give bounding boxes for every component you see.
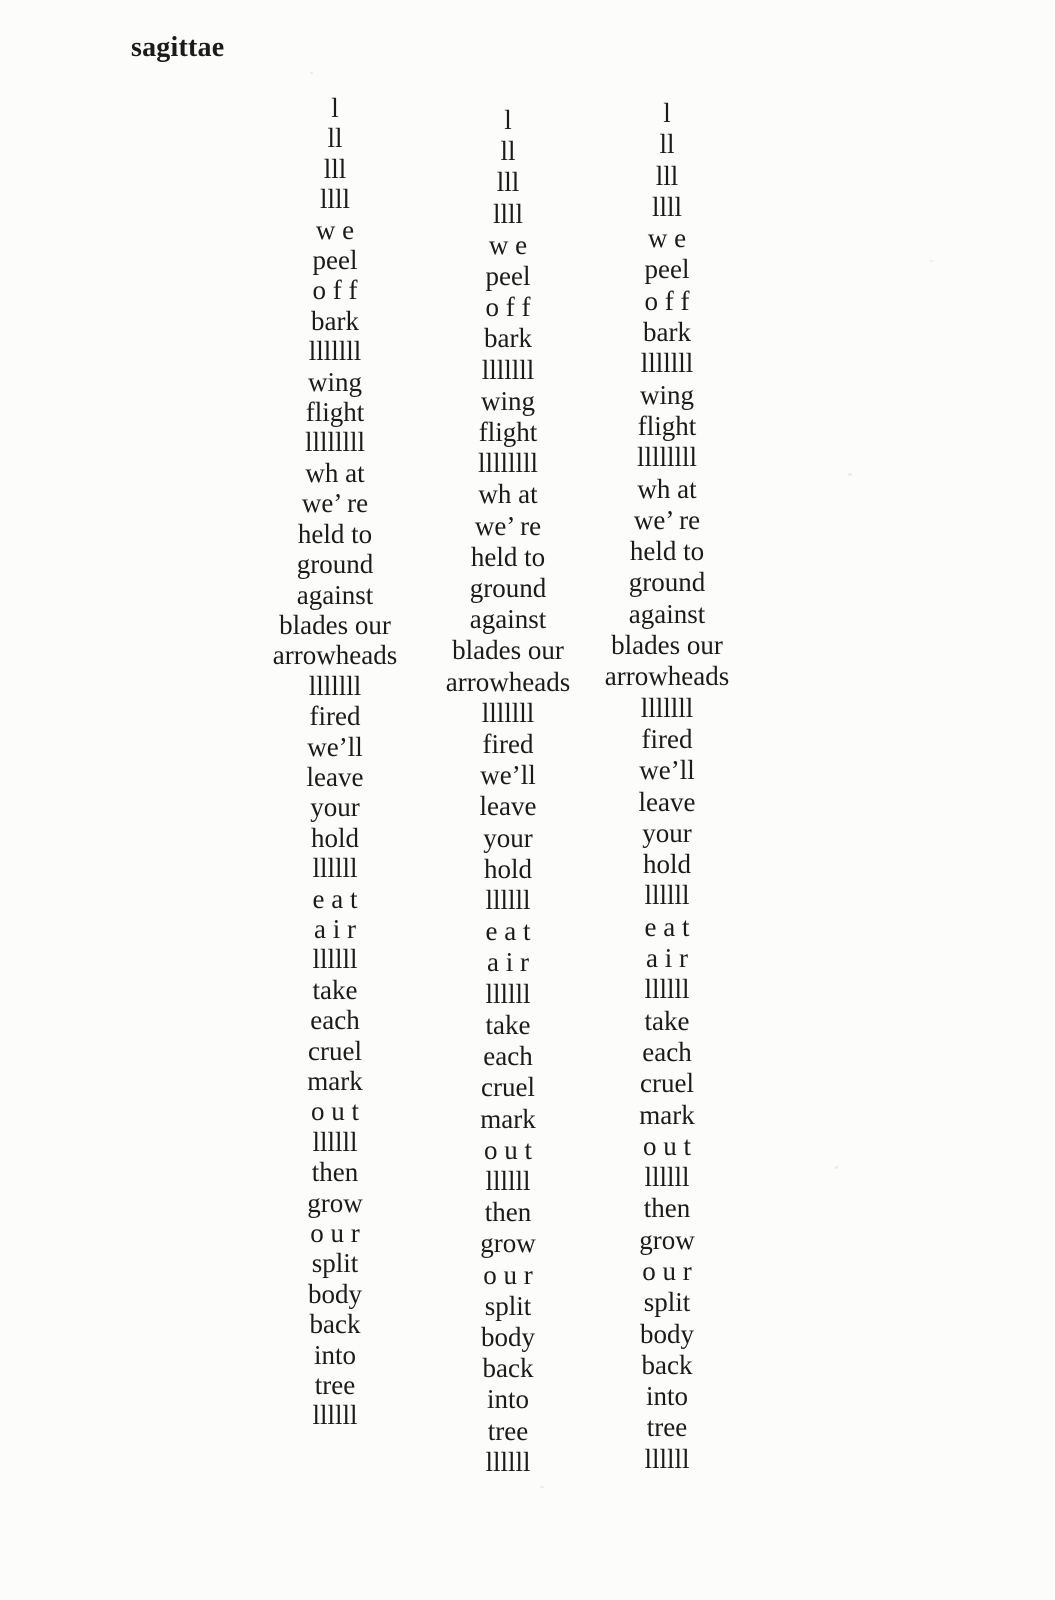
poem-line: a i r (646, 943, 688, 974)
poem-line: peel (485, 261, 531, 292)
poem-line: back (309, 1309, 361, 1340)
poem-line: arrowheads (445, 666, 571, 697)
poem-line: we’ re (474, 510, 542, 541)
poem-line: llllll (312, 853, 358, 884)
poem-line: cruel (640, 1068, 694, 1099)
poem-line: mark (480, 1103, 536, 1134)
poem-line: fired (309, 701, 361, 732)
poem-line: tree (646, 1412, 688, 1443)
poem-title: sagittae (131, 32, 225, 63)
poem-line: take (312, 974, 358, 1005)
poem-line: peel (644, 254, 690, 285)
poem-line: hold (483, 853, 532, 884)
poem-line: bark (643, 317, 691, 348)
poem-line: o u r (642, 1255, 692, 1286)
poem-line: take (485, 1009, 531, 1040)
poem-line: wh at (478, 479, 538, 510)
poem-line: split (484, 1290, 532, 1321)
poem-line: llllll (485, 1446, 531, 1477)
poem-line: leave (306, 761, 364, 792)
poem-line: o f f (644, 285, 690, 316)
poem-line: against (628, 598, 706, 629)
poem-line: llll (319, 184, 350, 215)
poem-line: we’ re (301, 488, 369, 519)
poem-line: split (643, 1287, 691, 1318)
poem-line: o f f (312, 275, 358, 306)
poem-line: held to (297, 518, 373, 549)
poem-line: ground (628, 567, 706, 598)
poem-line: mark (307, 1066, 363, 1096)
poem-line: then (311, 1157, 359, 1188)
poem-line: llllll (644, 1162, 690, 1193)
poem-line: wh at (305, 457, 365, 488)
poem-line: blades our (611, 630, 723, 661)
poem-line: llllll (644, 880, 690, 911)
poem-line: o f f (485, 292, 531, 323)
poem-line: we’ll (307, 731, 363, 762)
poem-line: ll (327, 123, 343, 154)
poem-line: cruel (308, 1035, 362, 1066)
poem-line: l (663, 98, 671, 128)
poem-line: your (483, 822, 533, 853)
poem-line: o u r (483, 1259, 533, 1290)
poem-line: into (645, 1381, 688, 1412)
poem-line: cruel (481, 1072, 535, 1103)
poem-line: bark (484, 323, 532, 354)
poem-line: w e (315, 214, 355, 245)
poem-line: leave (479, 791, 537, 822)
poem-line: wh at (637, 473, 697, 504)
poem-line: wing (308, 366, 362, 397)
poem-line: llllll (485, 885, 531, 916)
poem-line: blades our (279, 609, 391, 640)
poem-line: grow (480, 1228, 536, 1259)
poem-line: llllll (644, 974, 690, 1005)
poem-line: each (642, 1036, 692, 1067)
poem-column-3 (552, 98, 782, 1475)
poem-line: llllll (485, 1165, 531, 1196)
poem-line: lllllll (640, 348, 694, 379)
poem-line: ground (296, 549, 374, 580)
poem-line: hold (310, 822, 359, 853)
poem-line: take (644, 1005, 690, 1036)
poem-line: ground (469, 573, 547, 604)
poem-line: llllll (312, 1400, 358, 1431)
poem-line: into (313, 1339, 356, 1370)
poem-line: against (469, 604, 547, 635)
poem-line: lllllll (640, 692, 694, 723)
poem-line: l (331, 93, 339, 123)
poem-line: back (482, 1353, 534, 1384)
poem-line: wing (481, 385, 535, 416)
poem-line: l (504, 105, 512, 135)
poem-line: llllllll (477, 448, 538, 479)
poem-line: lll (496, 167, 520, 198)
poem-line: arrowheads (272, 640, 398, 671)
poem-line: against (296, 579, 374, 610)
poem-line: into (486, 1384, 529, 1415)
scan-speck (540, 1486, 544, 1488)
poem-line: body (640, 1318, 694, 1349)
poem-line: lllllll (308, 336, 362, 367)
poem-line: lll (655, 160, 679, 191)
scan-speck (835, 1166, 838, 1169)
poem-line: lllllll (481, 697, 535, 728)
poem-line: grow (639, 1224, 695, 1255)
poem-line: o u t (642, 1130, 691, 1161)
poem-line: held to (470, 541, 546, 572)
poem-line: flight (637, 410, 697, 441)
poem-line: bark (311, 305, 359, 336)
poem-line: we’ll (480, 760, 536, 791)
poem-line: each (310, 1005, 360, 1036)
poem-line: back (641, 1349, 693, 1380)
poem-line: o u t (310, 1096, 359, 1127)
poem-line: lllllll (308, 670, 362, 701)
poem-line: w e (488, 229, 528, 260)
poem-line: flight (305, 397, 365, 428)
poem-line: grow (307, 1187, 363, 1218)
poem-line: we’ll (639, 755, 695, 786)
poem-line: then (484, 1197, 532, 1228)
poem-line: llll (651, 191, 682, 222)
poem-line: your (310, 792, 360, 823)
poem-line: llllll (644, 1443, 690, 1474)
poem-line: body (308, 1278, 362, 1309)
poem-line: o u t (483, 1134, 532, 1165)
poem-line: your (642, 817, 692, 848)
poem-line: mark (639, 1099, 695, 1130)
poem-line: llllllll (636, 442, 697, 473)
poem-line: o u r (310, 1218, 360, 1249)
poem-line: w e (647, 223, 687, 254)
poem-line: arrowheads (604, 661, 730, 692)
poem-line: fired (641, 723, 693, 754)
poem-line: flight (478, 417, 538, 448)
poem-line: fired (482, 729, 534, 760)
poem-line: llllll (485, 978, 531, 1009)
poem-line: hold (642, 849, 691, 880)
poem-line: a i r (487, 947, 529, 978)
poem-line: a i r (314, 913, 356, 944)
poem-line: each (483, 1041, 533, 1072)
scan-speck (310, 72, 313, 74)
scan-speck (848, 473, 852, 476)
poem-line: wing (640, 379, 694, 410)
poem-line: tree (314, 1370, 356, 1401)
poem-line: e a t (312, 883, 358, 914)
poem-line: held to (629, 536, 705, 567)
poem-line: we’ re (633, 504, 701, 535)
poem-line: split (311, 1248, 359, 1279)
poem-line: lllllll (481, 354, 535, 385)
poem-line: llllll (312, 944, 358, 975)
poem-line: ll (500, 136, 516, 167)
poem-line: llllllll (304, 427, 365, 458)
poem-line: tree (487, 1415, 529, 1446)
poem-line: llll (492, 198, 523, 229)
poem-line: peel (312, 245, 358, 276)
poem-line: lll (323, 153, 347, 184)
poem-line: then (643, 1193, 691, 1224)
poem-line: leave (638, 786, 696, 817)
poem-line: blades our (452, 635, 564, 666)
poem-line: body (481, 1321, 535, 1352)
scan-speck (930, 260, 933, 262)
poem-line: e a t (644, 911, 690, 942)
poem-line: e a t (485, 916, 531, 947)
poem-line: ll (659, 129, 675, 160)
poem-line: llllll (312, 1126, 358, 1157)
